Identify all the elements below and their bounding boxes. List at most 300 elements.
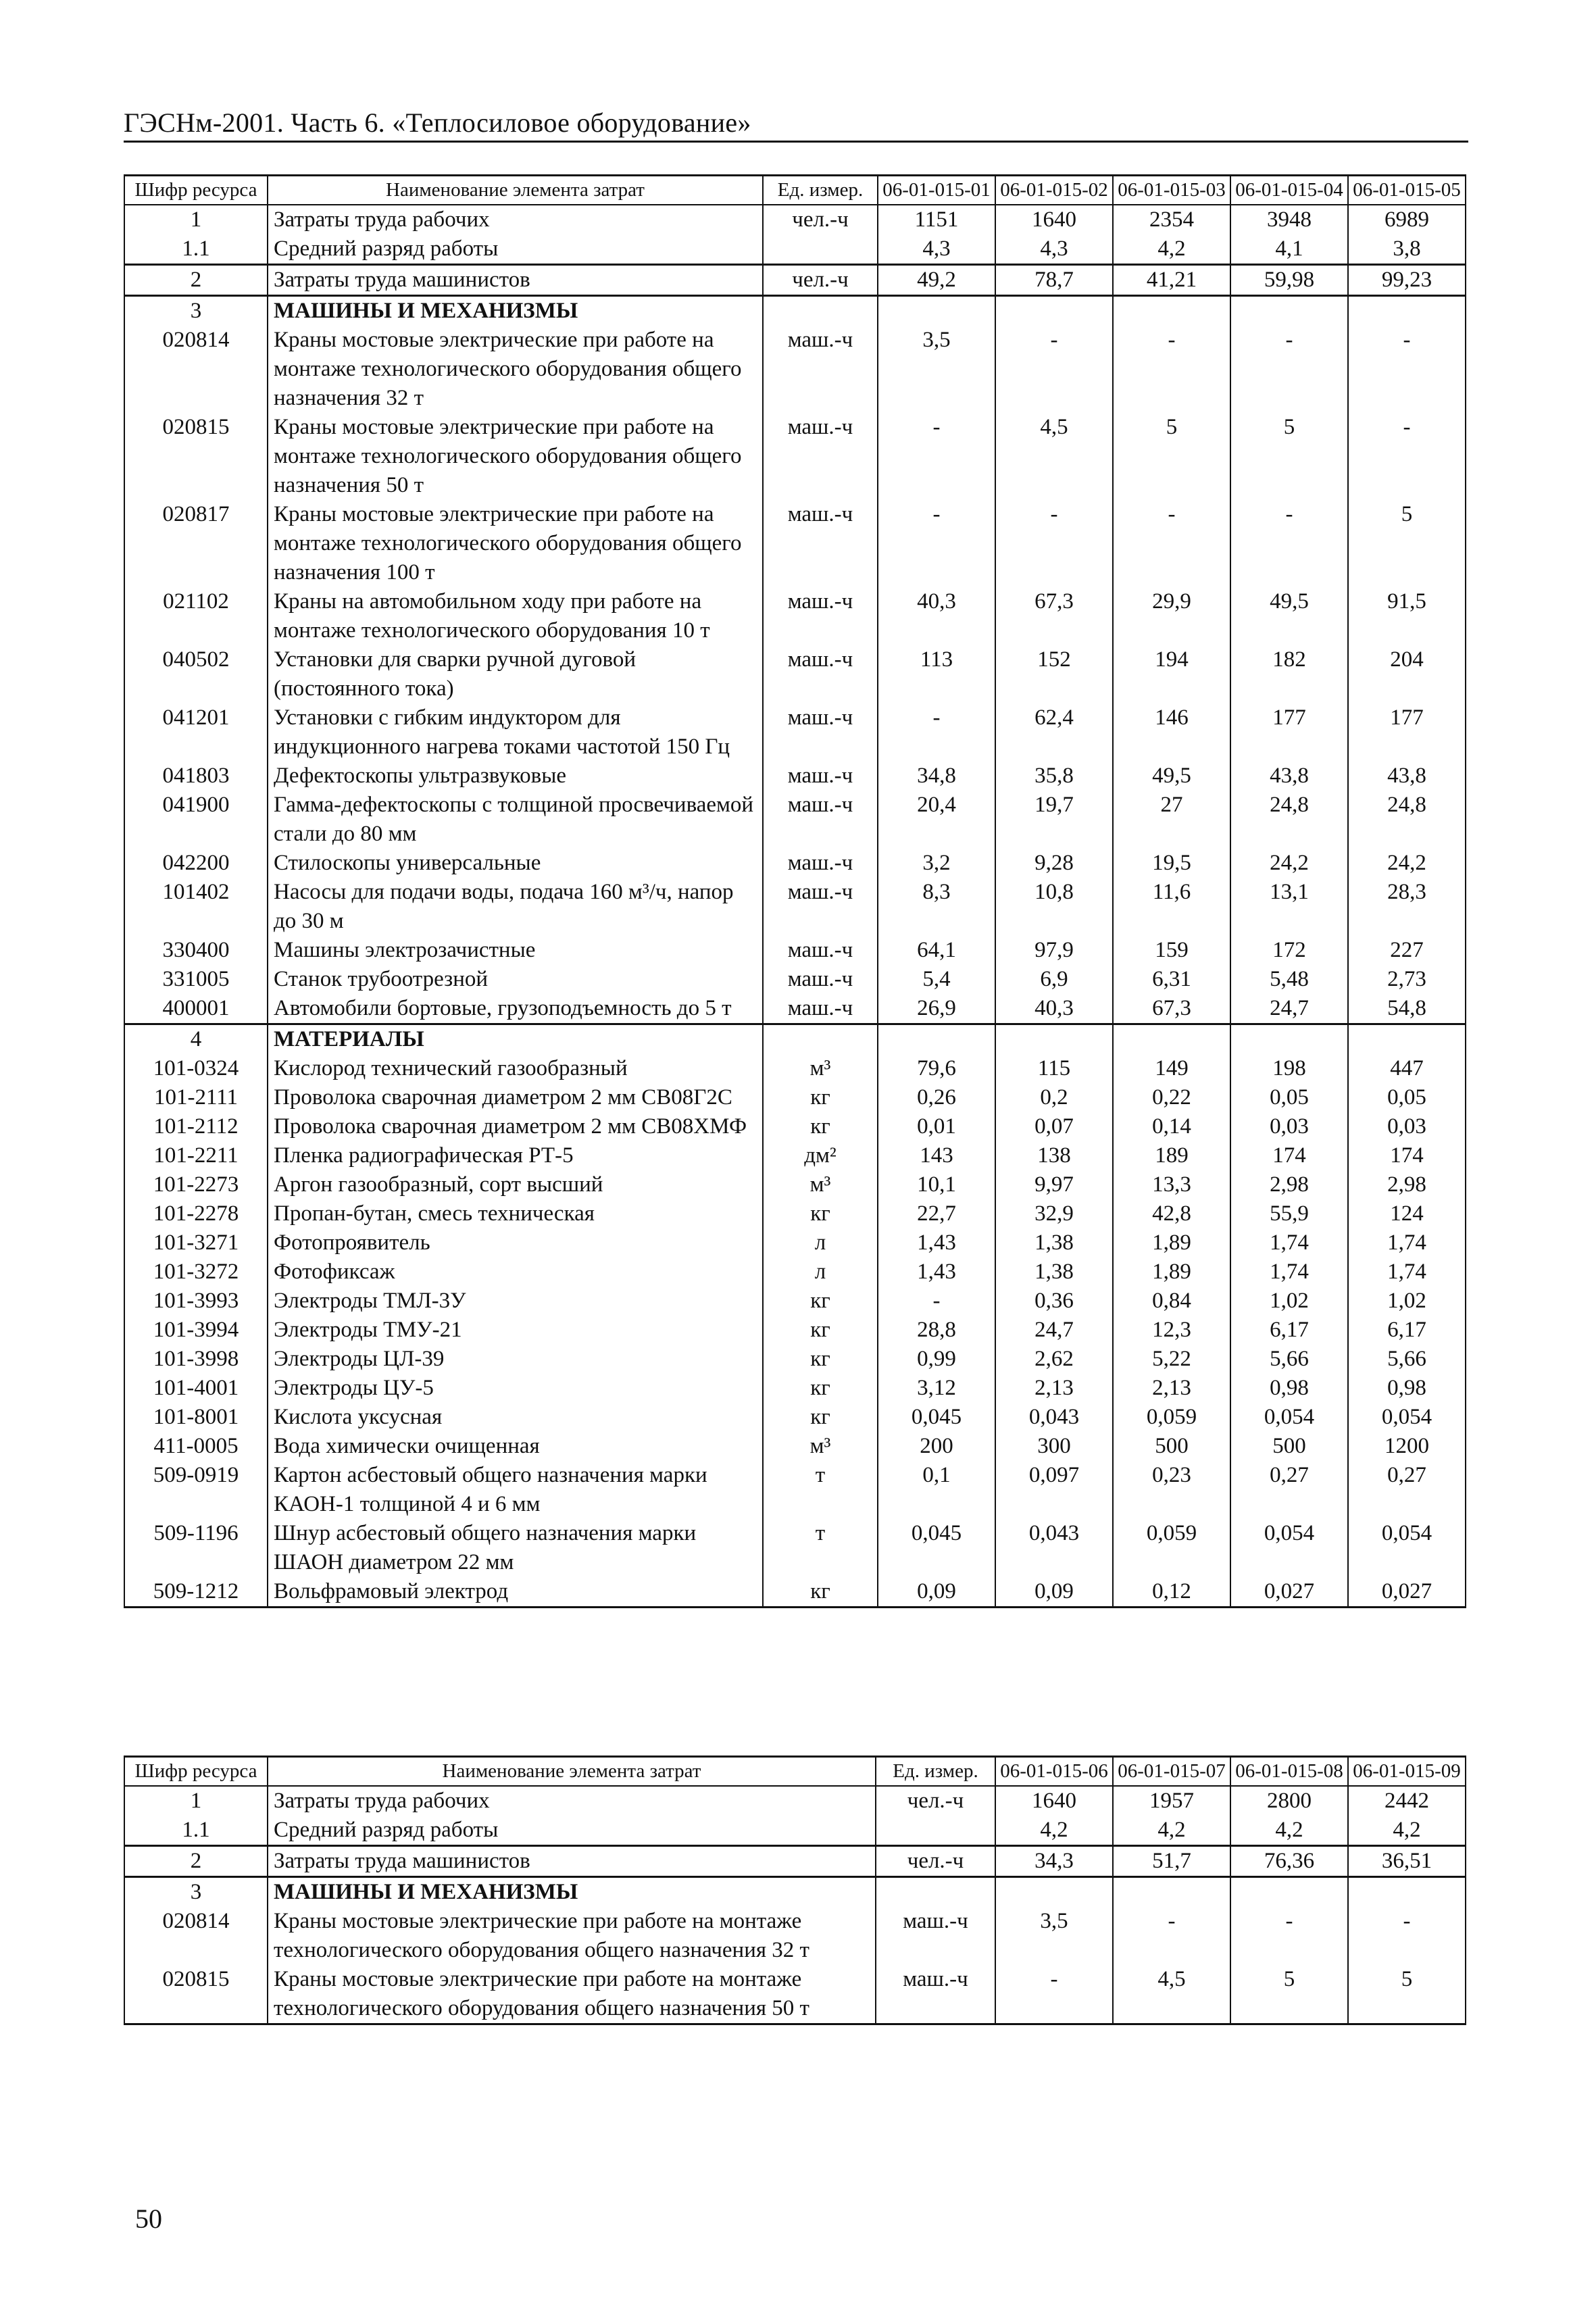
table-row: [124, 1287, 1466, 1316]
cost-element-name-cell: Картон асбестовый общего назначения марки КАОН-1 толщиной 4 и 6 мм: [268, 1461, 763, 1519]
value-cell: 5,22: [1113, 1345, 1230, 1374]
value-cell: 4,5: [1113, 1965, 1230, 2024]
resource-code-cell: 509-1212: [124, 1577, 268, 1608]
cost-element-name-cell: Гамма-дефектоскопы с толщиной просвечиваемой стали до 80 мм: [268, 791, 763, 849]
resource-code-cell: 041900: [124, 791, 268, 849]
value-cell: 4,2: [1113, 1816, 1230, 1846]
value-cell: 0,26: [878, 1083, 995, 1112]
value-cell: 2,62: [995, 1345, 1113, 1374]
value-cell: 200: [878, 1432, 995, 1461]
page-number: 50: [135, 2204, 162, 2234]
table-row: [124, 234, 1466, 265]
unit-cell: кг: [763, 1112, 878, 1141]
unit-cell: кг: [763, 1374, 878, 1403]
table-row: [124, 587, 1466, 645]
table-row: [124, 1374, 1466, 1403]
table-row: [124, 1461, 1466, 1519]
value-cell: 4,3: [995, 234, 1113, 265]
value-cell: 0,14: [1113, 1112, 1230, 1141]
value-cell: 0,097: [995, 1461, 1113, 1519]
cost-element-name-cell: Краны мостовые электрические при работе на монтаже технологического оборудования общего назначения 32 т: [268, 1907, 876, 1965]
resource-code-cell: 020817: [124, 500, 268, 587]
cost-element-name-cell: Фотопроявитель: [268, 1228, 763, 1258]
cost-element-name-cell: Затраты труда машинистов: [268, 265, 763, 296]
value-cell: 0,03: [1348, 1112, 1466, 1141]
resource-code-cell: 101-8001: [124, 1403, 268, 1432]
value-cell: 0,043: [995, 1403, 1113, 1432]
unit-cell: маш.-ч: [763, 791, 878, 849]
value-cell: -: [1230, 326, 1348, 413]
value-cell: 34,8: [878, 762, 995, 791]
resource-code-cell: 101-2111: [124, 1083, 268, 1112]
column-header: Наименование элемента затрат: [268, 1757, 876, 1787]
value-cell: 97,9: [995, 936, 1113, 965]
table-row: [124, 1519, 1466, 1577]
resource-code-cell: 021102: [124, 587, 268, 645]
value-cell: 113: [878, 645, 995, 703]
value-cell: 34,3: [995, 1846, 1113, 1877]
value-cell: 13,1: [1230, 878, 1348, 936]
value-cell: -: [1348, 326, 1466, 413]
column-header: Ед. измер.: [876, 1757, 995, 1787]
resource-code-cell: 2: [124, 1846, 268, 1877]
value-cell: 40,3: [878, 587, 995, 645]
value-cell: 78,7: [995, 265, 1113, 296]
table-header-row: [124, 176, 1466, 205]
table-row: [124, 965, 1466, 994]
cost-element-name-cell: Затраты труда рабочих: [268, 1786, 876, 1816]
value-cell: 2,13: [995, 1374, 1113, 1403]
value-cell: 0,054: [1348, 1403, 1466, 1432]
resource-code-cell: 4: [124, 1024, 268, 1055]
value-cell: 41,21: [1113, 265, 1230, 296]
unit-cell: [763, 234, 878, 265]
value-cell: 194: [1113, 645, 1230, 703]
cost-element-name-cell: Краны мостовые электрические при работе на монтаже технологического оборудования общего назначения 100 т: [268, 500, 763, 587]
cost-element-name-cell: Пропан-бутан, смесь техническая: [268, 1199, 763, 1228]
unit-cell: кг: [763, 1199, 878, 1228]
value-cell: 1200: [1348, 1432, 1466, 1461]
value-cell: 2,73: [1348, 965, 1466, 994]
value-cell: 0,36: [995, 1287, 1113, 1316]
table-row: [124, 1846, 1466, 1877]
unit-cell: маш.-ч: [763, 645, 878, 703]
value-cell: 28,3: [1348, 878, 1466, 936]
value-cell: 0,054: [1230, 1519, 1348, 1577]
table-row: [124, 1054, 1466, 1083]
column-header: 06-01-015-08: [1230, 1757, 1348, 1787]
value-cell: 2,13: [1113, 1374, 1230, 1403]
value-cell: [1348, 1024, 1466, 1055]
value-cell: 4,2: [1348, 1816, 1466, 1846]
resource-code-cell: 101-3272: [124, 1258, 268, 1287]
value-cell: 0,98: [1348, 1374, 1466, 1403]
cost-element-name-cell: Автомобили бортовые, грузоподъемность до 5 т: [268, 994, 763, 1024]
cost-element-name-cell: Краны мостовые электрические при работе на монтаже технологического оборудования общего назначения 32 т: [268, 326, 763, 413]
table-row: [124, 500, 1466, 587]
value-cell: 49,5: [1113, 762, 1230, 791]
value-cell: 79,6: [878, 1054, 995, 1083]
value-cell: 0,27: [1230, 1461, 1348, 1519]
cost-element-name-cell: Шнур асбестовый общего назначения марки ШАОН диаметром 22 мм: [268, 1519, 763, 1577]
value-cell: 24,8: [1348, 791, 1466, 849]
table-row: [124, 1112, 1466, 1141]
cost-element-name-cell: Вода химически очищенная: [268, 1432, 763, 1461]
value-cell: 172: [1230, 936, 1348, 965]
value-cell: 1640: [995, 205, 1113, 234]
table-row: [124, 936, 1466, 965]
table-row: [124, 1258, 1466, 1287]
value-cell: -: [878, 500, 995, 587]
unit-cell: маш.-ч: [763, 849, 878, 878]
resource-table-1: [124, 174, 1466, 1608]
value-cell: -: [1113, 326, 1230, 413]
cost-element-name-cell: Установки для сварки ручной дуговой (постоянного тока): [268, 645, 763, 703]
column-header: 06-01-015-05: [1348, 176, 1466, 205]
value-cell: 124: [1348, 1199, 1466, 1228]
cost-element-name-cell: Средний разряд работы: [268, 1816, 876, 1846]
unit-cell: кг: [763, 1316, 878, 1345]
value-cell: 10,1: [878, 1170, 995, 1199]
value-cell: 26,9: [878, 994, 995, 1024]
column-header: 06-01-015-03: [1113, 176, 1230, 205]
value-cell: -: [1230, 1907, 1348, 1965]
value-cell: 2354: [1113, 205, 1230, 234]
value-cell: -: [878, 413, 995, 500]
column-header: Шифр ресурса: [124, 1757, 268, 1787]
unit-cell: [876, 1816, 995, 1846]
unit-cell: маш.-ч: [763, 587, 878, 645]
value-cell: 5,48: [1230, 965, 1348, 994]
value-cell: 0,045: [878, 1403, 995, 1432]
value-cell: 5: [1348, 1965, 1466, 2024]
unit-cell: [763, 1024, 878, 1055]
value-cell: 1,43: [878, 1228, 995, 1258]
value-cell: 76,36: [1230, 1846, 1348, 1877]
resource-code-cell: 041201: [124, 703, 268, 762]
value-cell: [1230, 1024, 1348, 1055]
value-cell: [995, 1877, 1113, 1908]
value-cell: 1,74: [1230, 1228, 1348, 1258]
value-cell: 49,2: [878, 265, 995, 296]
resource-code-cell: 101-3993: [124, 1287, 268, 1316]
table-row: [124, 1228, 1466, 1258]
table-row: [124, 265, 1466, 296]
table-row: [124, 296, 1466, 326]
value-cell: 0,03: [1230, 1112, 1348, 1141]
value-cell: 4,3: [878, 234, 995, 265]
table-row: [124, 645, 1466, 703]
resource-code-cell: 101-2273: [124, 1170, 268, 1199]
value-cell: -: [1113, 1907, 1230, 1965]
value-cell: 43,8: [1348, 762, 1466, 791]
value-cell: 2,98: [1230, 1170, 1348, 1199]
value-cell: 35,8: [995, 762, 1113, 791]
value-cell: [1113, 1877, 1230, 1908]
value-cell: 0,07: [995, 1112, 1113, 1141]
value-cell: [995, 1024, 1113, 1055]
cost-element-name-cell: Затраты труда рабочих: [268, 205, 763, 234]
value-cell: 67,3: [995, 587, 1113, 645]
unit-cell: чел.-ч: [763, 265, 878, 296]
unit-cell: маш.-ч: [763, 936, 878, 965]
cost-element-name-cell: Станок трубоотрезной: [268, 965, 763, 994]
table-row: [124, 1432, 1466, 1461]
unit-cell: маш.-ч: [763, 762, 878, 791]
value-cell: 0,059: [1113, 1519, 1230, 1577]
value-cell: 189: [1113, 1141, 1230, 1170]
value-cell: 182: [1230, 645, 1348, 703]
table-row: [124, 1907, 1466, 1965]
value-cell: 0,027: [1230, 1577, 1348, 1608]
unit-cell: маш.-ч: [876, 1907, 995, 1965]
resource-code-cell: 1: [124, 205, 268, 234]
value-cell: 40,3: [995, 994, 1113, 1024]
value-cell: 64,1: [878, 936, 995, 965]
table-row: [124, 1965, 1466, 2024]
value-cell: 6,31: [1113, 965, 1230, 994]
value-cell: 152: [995, 645, 1113, 703]
value-cell: 4,5: [995, 413, 1113, 500]
unit-cell: чел.-ч: [876, 1786, 995, 1816]
value-cell: 174: [1348, 1141, 1466, 1170]
value-cell: 3,2: [878, 849, 995, 878]
unit-cell: маш.-ч: [763, 326, 878, 413]
value-cell: 0,98: [1230, 1374, 1348, 1403]
value-cell: 5: [1230, 413, 1348, 500]
resource-code-cell: 101-3998: [124, 1345, 268, 1374]
column-header: 06-01-015-06: [995, 1757, 1113, 1787]
value-cell: 5,66: [1230, 1345, 1348, 1374]
value-cell: 1151: [878, 205, 995, 234]
value-cell: 149: [1113, 1054, 1230, 1083]
resource-code-cell: 020814: [124, 1907, 268, 1965]
cost-element-name-cell: Установки с гибким индуктором для индукционного нагрева токами частотой 150 Гц: [268, 703, 763, 762]
value-cell: 36,51: [1348, 1846, 1466, 1877]
value-cell: 0,043: [995, 1519, 1113, 1577]
cost-element-name-cell: Электроды ТМУ-21: [268, 1316, 763, 1345]
value-cell: 146: [1113, 703, 1230, 762]
value-cell: 1,38: [995, 1228, 1113, 1258]
value-cell: [1230, 1877, 1348, 1908]
value-cell: -: [878, 703, 995, 762]
column-header: 06-01-015-02: [995, 176, 1113, 205]
cost-element-name-cell: Краны на автомобильном ходу при работе на монтаже технологического оборудования 10 т: [268, 587, 763, 645]
resource-code-cell: 331005: [124, 965, 268, 994]
cost-element-name-cell: Стилоскопы универсальные: [268, 849, 763, 878]
value-cell: [1348, 296, 1466, 326]
table-row: [124, 1786, 1466, 1816]
value-cell: 3948: [1230, 205, 1348, 234]
value-cell: 0,22: [1113, 1083, 1230, 1112]
value-cell: [1113, 1024, 1230, 1055]
value-cell: 1,74: [1348, 1258, 1466, 1287]
unit-cell: дм²: [763, 1141, 878, 1170]
value-cell: 1,74: [1230, 1258, 1348, 1287]
value-cell: 5: [1348, 500, 1466, 587]
value-cell: [878, 1024, 995, 1055]
unit-cell: маш.-ч: [763, 500, 878, 587]
value-cell: 19,5: [1113, 849, 1230, 878]
unit-cell: м³: [763, 1054, 878, 1083]
value-cell: 4,2: [1230, 1816, 1348, 1846]
value-cell: 0,05: [1348, 1083, 1466, 1112]
unit-cell: [876, 1877, 995, 1908]
value-cell: 177: [1230, 703, 1348, 762]
value-cell: 0,23: [1113, 1461, 1230, 1519]
cost-element-name-cell: Пленка радиографическая РТ-5: [268, 1141, 763, 1170]
unit-cell: кг: [763, 1577, 878, 1608]
value-cell: 2,98: [1348, 1170, 1466, 1199]
value-cell: 1,02: [1230, 1287, 1348, 1316]
cost-element-name-cell: МАШИНЫ И МЕХАНИЗМЫ: [268, 296, 763, 326]
header-rule: [124, 141, 1468, 143]
cost-element-name-cell: Средний разряд работы: [268, 234, 763, 265]
cost-element-name-cell: МАТЕРИАЛЫ: [268, 1024, 763, 1055]
table-row: [124, 413, 1466, 500]
value-cell: 13,3: [1113, 1170, 1230, 1199]
column-header: 06-01-015-01: [878, 176, 995, 205]
cost-element-name-cell: Электроды ТМЛ-3У: [268, 1287, 763, 1316]
value-cell: 0,09: [995, 1577, 1113, 1608]
cost-element-name-cell: Кислород технический газообразный: [268, 1054, 763, 1083]
value-cell: 62,4: [995, 703, 1113, 762]
value-cell: 500: [1230, 1432, 1348, 1461]
value-cell: 24,7: [1230, 994, 1348, 1024]
value-cell: 1,89: [1113, 1228, 1230, 1258]
resource-code-cell: 400001: [124, 994, 268, 1024]
table-row: [124, 791, 1466, 849]
cost-element-name-cell: Затраты труда машинистов: [268, 1846, 876, 1877]
value-cell: 4,1: [1230, 234, 1348, 265]
value-cell: 51,7: [1113, 1846, 1230, 1877]
value-cell: 49,5: [1230, 587, 1348, 645]
resource-code-cell: 3: [124, 296, 268, 326]
value-cell: 0,01: [878, 1112, 995, 1141]
resource-code-cell: 509-1196: [124, 1519, 268, 1577]
column-header: Шифр ресурса: [124, 176, 268, 205]
value-cell: [1348, 1877, 1466, 1908]
resource-code-cell: 101-2112: [124, 1112, 268, 1141]
table-row: [124, 1170, 1466, 1199]
resource-code-cell: 3: [124, 1877, 268, 1908]
resource-code-cell: 101-4001: [124, 1374, 268, 1403]
value-cell: -: [995, 500, 1113, 587]
value-cell: 5: [1113, 413, 1230, 500]
value-cell: 0,054: [1230, 1403, 1348, 1432]
value-cell: 115: [995, 1054, 1113, 1083]
value-cell: 22,7: [878, 1199, 995, 1228]
value-cell: 5: [1230, 1965, 1348, 2024]
unit-cell: [763, 296, 878, 326]
cost-element-name-cell: Вольфрамовый электрод: [268, 1577, 763, 1608]
value-cell: -: [1348, 413, 1466, 500]
value-cell: 3,8: [1348, 234, 1466, 265]
cost-element-name-cell: Машины электрозачистные: [268, 936, 763, 965]
value-cell: 32,9: [995, 1199, 1113, 1228]
value-cell: 67,3: [1113, 994, 1230, 1024]
value-cell: -: [1113, 500, 1230, 587]
table-row: [124, 762, 1466, 791]
unit-cell: кг: [763, 1083, 878, 1112]
value-cell: 1,89: [1113, 1258, 1230, 1287]
value-cell: 29,9: [1113, 587, 1230, 645]
value-cell: 10,8: [995, 878, 1113, 936]
resource-code-cell: 101-3994: [124, 1316, 268, 1345]
resource-code-cell: 509-0919: [124, 1461, 268, 1519]
table-row: [124, 703, 1466, 762]
unit-cell: маш.-ч: [763, 878, 878, 936]
cost-element-name-cell: Кислота уксусная: [268, 1403, 763, 1432]
value-cell: 24,8: [1230, 791, 1348, 849]
value-cell: 1,02: [1348, 1287, 1466, 1316]
table-row: [124, 1877, 1466, 1908]
column-header: Ед. измер.: [763, 176, 878, 205]
value-cell: 0,027: [1348, 1577, 1466, 1608]
unit-cell: маш.-ч: [763, 413, 878, 500]
value-cell: 0,1: [878, 1461, 995, 1519]
value-cell: 0,054: [1348, 1519, 1466, 1577]
table-header-row: [124, 1757, 1466, 1787]
column-header: 06-01-015-07: [1113, 1757, 1230, 1787]
resource-code-cell: 101-3271: [124, 1228, 268, 1258]
value-cell: 19,7: [995, 791, 1113, 849]
resource-code-cell: 1.1: [124, 1816, 268, 1846]
resource-table-2: [124, 1756, 1466, 2025]
value-cell: 5,66: [1348, 1345, 1466, 1374]
value-cell: 2800: [1230, 1786, 1348, 1816]
value-cell: 0,84: [1113, 1287, 1230, 1316]
unit-cell: маш.-ч: [763, 703, 878, 762]
cost-element-name-cell: Дефектоскопы ультразвуковые: [268, 762, 763, 791]
cost-element-name-cell: Аргон газообразный, сорт высший: [268, 1170, 763, 1199]
value-cell: 1957: [1113, 1786, 1230, 1816]
unit-cell: кг: [763, 1403, 878, 1432]
unit-cell: чел.-ч: [763, 205, 878, 234]
cost-element-name-cell: Краны мостовые электрические при работе на монтаже технологического оборудования общего назначения 50 т: [268, 413, 763, 500]
value-cell: 0,12: [1113, 1577, 1230, 1608]
resource-code-cell: 041803: [124, 762, 268, 791]
unit-cell: м³: [763, 1170, 878, 1199]
page-header: ГЭСНм-2001. Часть 6. «Теплосиловое оборудование»: [124, 107, 751, 138]
value-cell: 55,9: [1230, 1199, 1348, 1228]
value-cell: 0,27: [1348, 1461, 1466, 1519]
resource-code-cell: 101402: [124, 878, 268, 936]
table-row: [124, 1141, 1466, 1170]
table-row: [124, 849, 1466, 878]
table-row: [124, 1199, 1466, 1228]
column-header: 06-01-015-04: [1230, 176, 1348, 205]
value-cell: 204: [1348, 645, 1466, 703]
value-cell: 447: [1348, 1054, 1466, 1083]
value-cell: 5,4: [878, 965, 995, 994]
value-cell: -: [878, 1287, 995, 1316]
value-cell: 3,5: [995, 1907, 1113, 1965]
resource-code-cell: 020815: [124, 1965, 268, 2024]
cost-element-name-cell: Насосы для подачи воды, подача 160 м³/ч, напор до 30 м: [268, 878, 763, 936]
value-cell: 91,5: [1348, 587, 1466, 645]
value-cell: 54,8: [1348, 994, 1466, 1024]
value-cell: 9,97: [995, 1170, 1113, 1199]
value-cell: 6,17: [1348, 1316, 1466, 1345]
value-cell: [1113, 296, 1230, 326]
cost-element-name-cell: Краны мостовые электрические при работе на монтаже технологического оборудования общего назначения 50 т: [268, 1965, 876, 2024]
unit-cell: кг: [763, 1345, 878, 1374]
cost-element-name-cell: МАШИНЫ И МЕХАНИЗМЫ: [268, 1877, 876, 1908]
unit-cell: т: [763, 1519, 878, 1577]
value-cell: 227: [1348, 936, 1466, 965]
value-cell: 198: [1230, 1054, 1348, 1083]
